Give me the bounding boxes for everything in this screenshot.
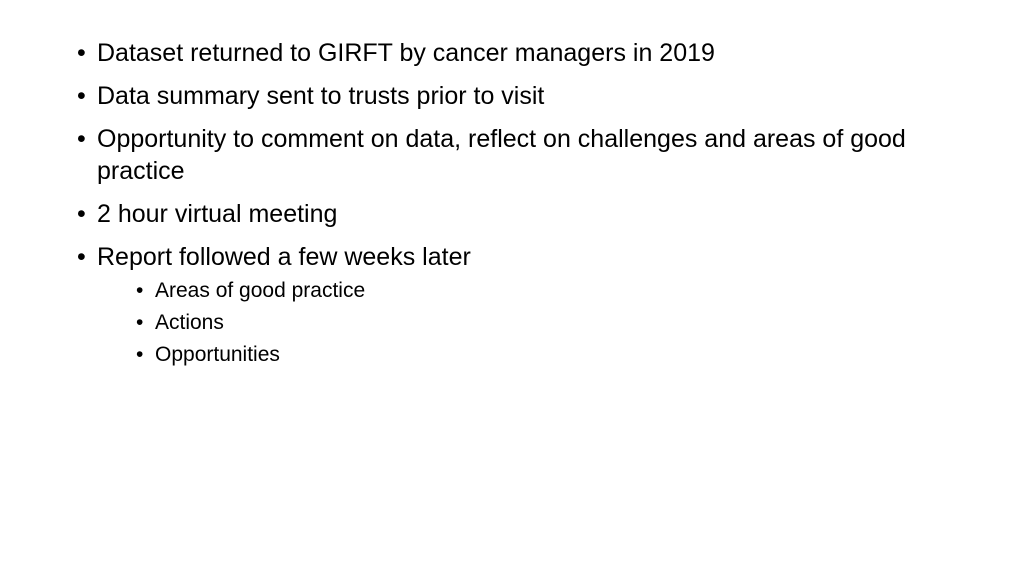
list-item	[76, 80, 956, 112]
list-item-text: Data summary sent to trusts prior to visit	[97, 82, 545, 110]
list-item-text: Opportunity to comment on data, reflect on challenges and areas of good practice	[97, 125, 906, 185]
bullet-list	[76, 37, 956, 379]
sub-list-item-text: Areas of good practice	[155, 279, 366, 302]
bullet-icon: •	[77, 125, 86, 153]
sub-list-item	[135, 310, 956, 336]
bullet-icon: •	[77, 39, 86, 67]
list-item-text: Report followed a few weeks later	[97, 243, 471, 271]
list-item-text: 2 hour virtual meeting	[97, 200, 338, 228]
sub-list-item	[135, 278, 956, 304]
bullet-icon: •	[77, 243, 86, 271]
list-item	[76, 241, 956, 368]
list-item-text: Dataset returned to GIRFT by cancer managers in 2019	[97, 39, 715, 67]
list-item	[76, 198, 956, 230]
list-item	[76, 123, 956, 187]
sub-list-item-text: Opportunities	[155, 343, 280, 366]
sub-bullet-list	[97, 278, 956, 368]
list-item	[76, 37, 956, 69]
bullet-icon: •	[136, 311, 144, 334]
bullet-icon: •	[136, 279, 144, 302]
bullet-icon: •	[77, 200, 86, 228]
sub-list-item	[135, 342, 956, 368]
bullet-icon: •	[77, 82, 86, 110]
bullet-icon: •	[136, 343, 144, 366]
sub-list-item-text: Actions	[155, 311, 224, 334]
